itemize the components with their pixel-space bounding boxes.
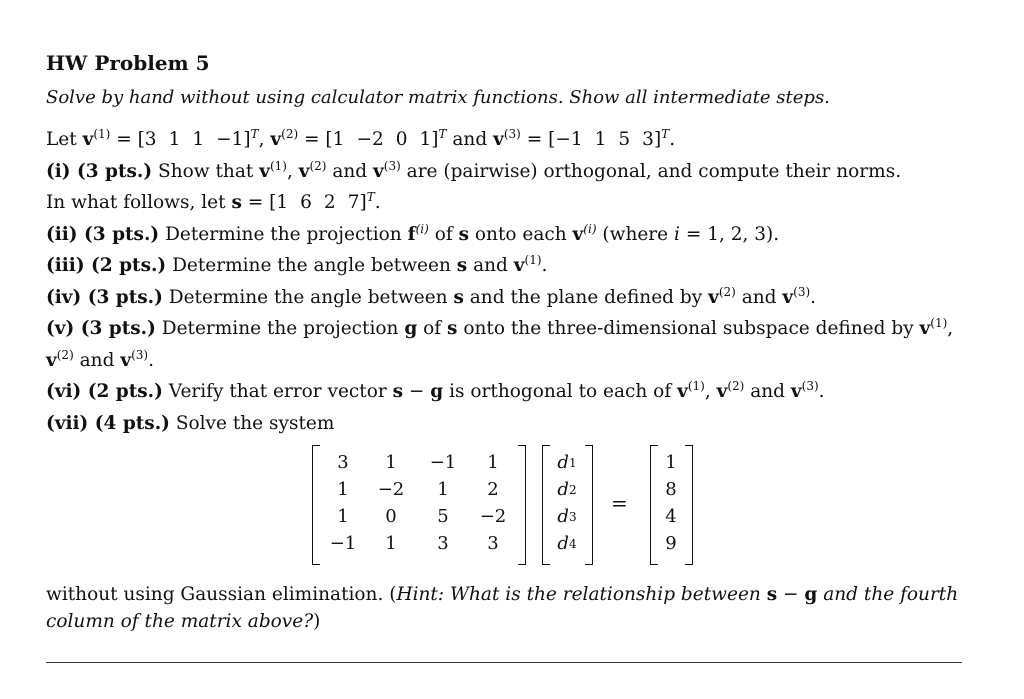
instructions: Solve by hand without using calculator matrix functions. Show all intermediate steps. [46,87,830,108]
unknown-d4: d 4 [557,533,577,554]
part-vii: (vii) (4 pts.) Solve the system [46,412,335,434]
hint-paragraph: without using Gaussian elimination. (Hint: What is the relationship between s − g and the fourth column of the matrix above?) [46,584,959,632]
matrix-cell: 1 [337,506,349,527]
matrix-cell: 5 [437,506,449,527]
part-ii: (ii) (3 pts.) Determine the projection $f^{(i)}$ of s onto each $v^{(i)}$ (where i = 1, 2, 3). [46,221,780,245]
matrix-cell: 0 [385,506,397,527]
matrix-cell: −2 [479,506,507,527]
vector-definitions: Let $v^{(1)} = [3$ 1 1 −1]$^T$, $v^{(2)} = [1 -2$ 0 1]$^T$ and $v^{(3)} = [-1$ 1 5 3]$^T$. [46,127,676,150]
matrix-cell: −1 [329,533,357,554]
part-i: (i) (3 pts.) Show that $v^{(1)}$, $v^{(2)}$ and $v^{(3)}$ are (pairwise) orthogonal, and compute their norms. [46,158,902,182]
matrix-cell: 3 [337,452,349,473]
matrix-cell: −1 [429,452,457,473]
matrix-cell: 1 [487,452,499,473]
unknown-d3: d 3 [557,506,577,527]
matrix-cell: 2 [487,479,499,500]
matrix-equation [46,445,966,585]
rhs-value: 4 [665,506,677,527]
unknown-d2: d 2 [557,479,577,500]
part-vi: (vi) (2 pts.) Verify that error vector s − g is orthogonal to each of $v^{(1)}$, $v^{(2)}$ and $v^{(3)}$. [46,379,825,402]
matrix-cell: 1 [385,533,397,554]
problem-page [46,50,966,635]
matrix-cell: 1 [385,452,397,473]
equals-sign: = [611,491,628,515]
coefficient-matrix [312,445,512,563]
matrix-cell: 3 [437,533,449,554]
matrix-cell: 3 [487,533,499,554]
bottom-divider [46,662,962,663]
page-title: HW Problem 5 [46,51,210,75]
part-iii: (iii) (2 pts.) Determine the angle between s and $v^{(1)}$. [46,253,548,276]
unknowns-vector [542,445,592,563]
part-iv: (iv) (3 pts.) Determine the angle between s and the plane defined by $v^{(2)}$ and $v^{(3)}$. [46,284,817,308]
unknown-d1: d 1 [557,452,577,473]
s-definition: In what follows, let s = [1 6 2 7]$^T$. [46,190,381,213]
part-v-continued: $v^{(2)}$ and $v^{(3)}$. [46,347,154,371]
rhs-value: 9 [665,533,677,554]
matrix-cell: −2 [377,479,405,500]
rhs-value: 8 [665,479,677,500]
matrix-cell: 1 [337,479,349,500]
rhs-value: 1 [665,452,677,473]
rhs-vector [650,445,690,563]
matrix-cell: 1 [437,479,449,500]
part-v: (v) (3 pts.) Determine the projection g of s onto the three-dimensional subspace defined by $v^{(1)}$, [46,316,954,339]
